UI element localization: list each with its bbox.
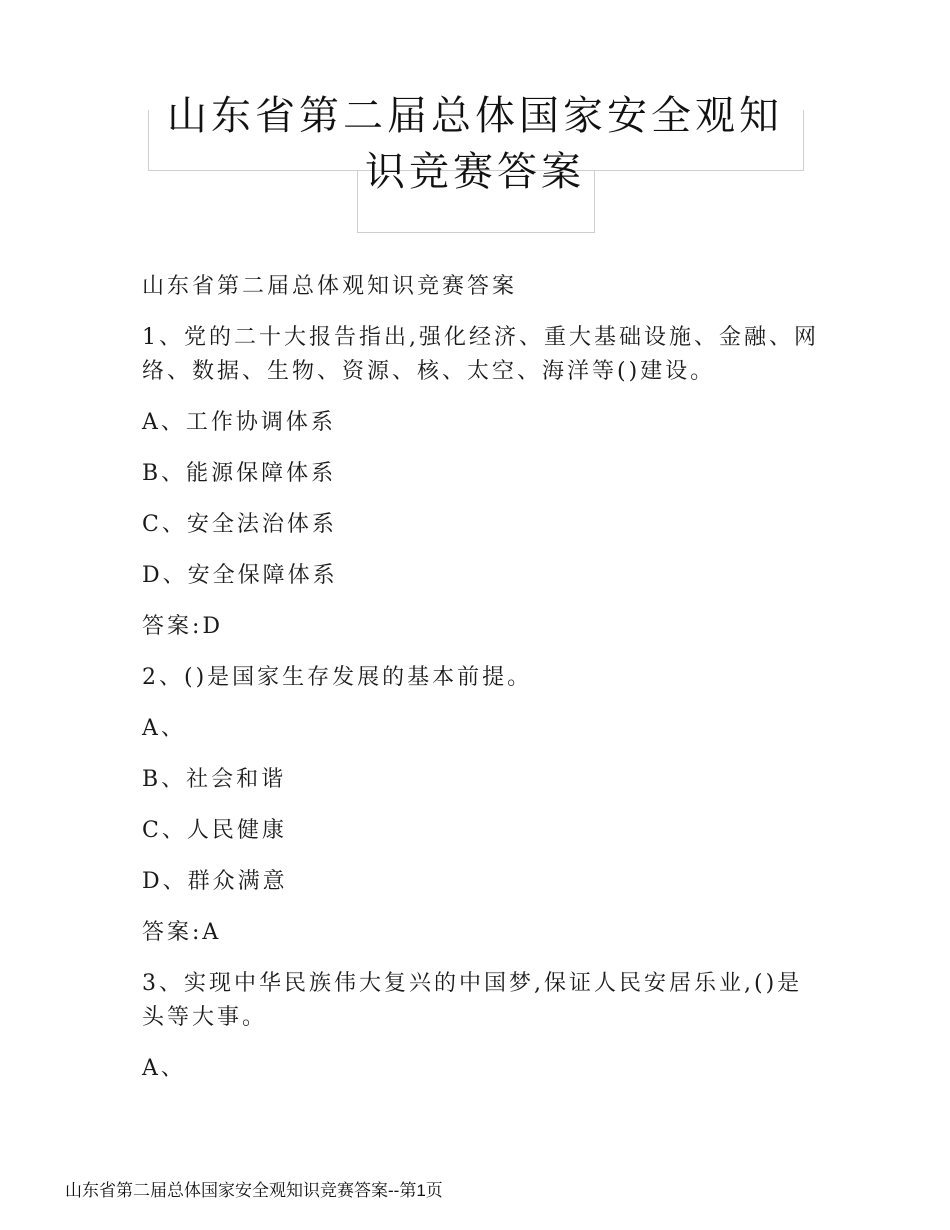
question-1: [142, 321, 822, 644]
option-d: D、安全保障体系: [142, 563, 338, 588]
document-body: [142, 270, 822, 1103]
question-stem: 1、党的二十大报告指出,强化经济、重大基础设施、金融、网络、数据、生物、资源、核、太空、海洋等()建设。: [142, 325, 819, 384]
question-stem: 2、()是国家生存发展的基本前提。: [142, 665, 533, 690]
option-d: D、群众满意: [142, 869, 288, 894]
question-3: [142, 967, 822, 1086]
document-title: [0, 88, 950, 200]
option-c: C、安全法治体系: [142, 512, 337, 537]
question-2: [142, 661, 822, 950]
option-c: C、人民健康: [142, 818, 287, 843]
option-a: A、: [142, 716, 186, 741]
option-a: A、: [142, 1056, 186, 1081]
page-footer: 山东省第二届总体国家安全观知识竞赛答案--第1页: [65, 1181, 443, 1200]
title-line-2: 识竞赛答案: [365, 149, 585, 195]
option-b: B、能源保障体系: [142, 461, 337, 486]
question-stem: 3、实现中华民族伟大复兴的中国梦,保证人民安居乐业,()是头等大事。: [142, 971, 803, 1030]
document-subtitle: 山东省第二届总体观知识竞赛答案: [142, 274, 518, 299]
title-line-1: 山东省第二届总体国家安全观知: [167, 93, 783, 139]
option-b: B、社会和谐: [142, 767, 287, 792]
answer: 答案:D: [142, 614, 224, 639]
option-a: A、工作协调体系: [142, 410, 336, 435]
answer: 答案:A: [142, 920, 222, 945]
